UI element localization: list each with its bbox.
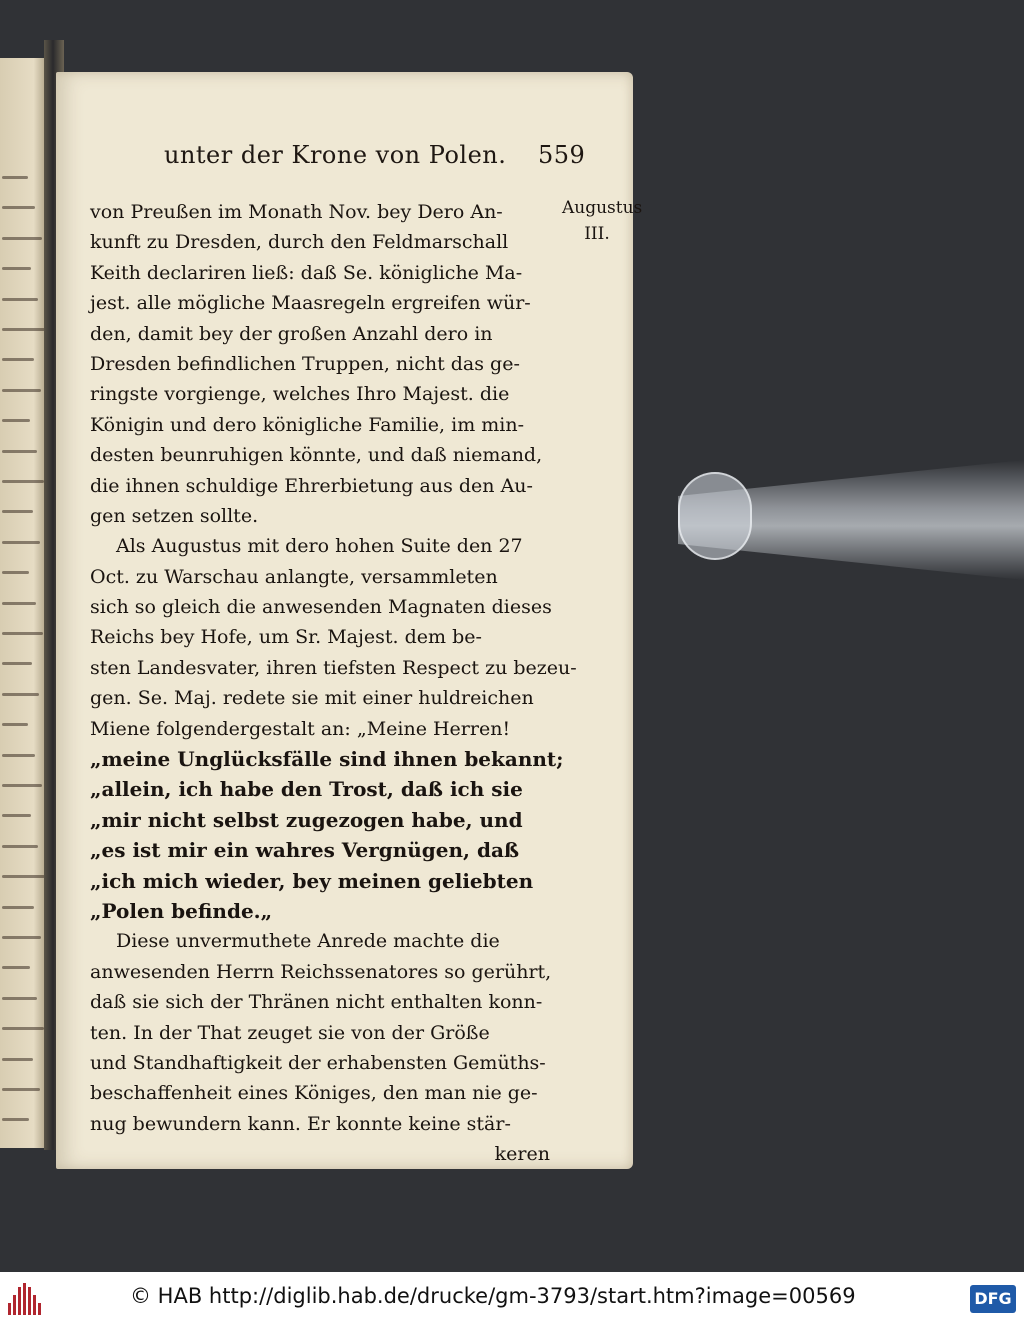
text-line-content: sten Landesvater, ihren tiefsten Respect zu bezeu- bbox=[90, 656, 577, 679]
text-line bbox=[90, 471, 550, 501]
text-line-content: Keith declariren ließ: daß Se. königliche Ma- bbox=[90, 261, 523, 284]
facing-page-text-fragment bbox=[2, 298, 38, 301]
text-line bbox=[90, 805, 550, 835]
facing-page-text-fragment bbox=[2, 237, 42, 240]
text-line-content: den, damit bey der großen Anzahl dero in bbox=[90, 322, 493, 345]
facing-page-text-fragment bbox=[2, 997, 37, 1000]
text-line-content: die ihnen schuldige Ehrerbietung aus den Au- bbox=[90, 474, 533, 497]
text-line bbox=[90, 957, 550, 987]
text-line bbox=[90, 288, 550, 318]
margin-note-line: III. bbox=[584, 224, 610, 244]
text-line bbox=[90, 1109, 550, 1139]
facing-page-edge bbox=[0, 58, 48, 1148]
text-line-content: Oct. zu Warschau anlangte, versammleten bbox=[90, 565, 498, 588]
text-line-content: gen. Se. Maj. redete sie mit einer huldreichen bbox=[90, 687, 534, 710]
page-number: 559 bbox=[538, 141, 586, 169]
facing-page-text-fragment bbox=[2, 1027, 44, 1030]
text-line bbox=[90, 197, 550, 227]
text-line-content: „ich mich wieder, bey meinen geliebten bbox=[90, 868, 534, 893]
text-line bbox=[90, 714, 550, 744]
text-line-content: keren bbox=[494, 1143, 550, 1166]
page-header bbox=[164, 135, 604, 175]
text-line bbox=[90, 379, 550, 409]
text-line-content: „meine Unglücksfälle sind ihnen bekannt; bbox=[90, 747, 564, 772]
text-line-content: „allein, ich habe den Trost, daß ich sie bbox=[90, 777, 523, 802]
text-line bbox=[90, 774, 550, 804]
facing-page-text-fragment bbox=[2, 1088, 40, 1091]
text-line bbox=[90, 653, 577, 683]
text-line-content: „mir nicht selbst zugezogen habe, und bbox=[90, 807, 523, 832]
facing-page-text-fragment bbox=[2, 723, 28, 726]
text-line-content: Miene folgendergestalt an: „Meine Herren! bbox=[90, 717, 511, 740]
text-line-content: Königin und dero königliche Familie, im min- bbox=[90, 413, 525, 436]
text-line bbox=[90, 592, 550, 622]
text-line bbox=[90, 501, 550, 531]
text-line-content: ringste vorgienge, welches Ihro Majest. die bbox=[90, 383, 510, 406]
facing-page-text-fragment bbox=[2, 966, 30, 969]
text-line bbox=[90, 1018, 550, 1048]
text-line-content: „es ist mir ein wahres Vergnügen, daß bbox=[90, 838, 520, 863]
facing-page-text-fragment bbox=[2, 693, 39, 696]
facing-page-text-fragment bbox=[2, 845, 38, 848]
text-line bbox=[90, 1048, 550, 1078]
text-line-content: desten beunruhigen könnte, und daß niemand, bbox=[90, 444, 543, 467]
text-line-content: Als Augustus mit dero hohen Suite den 27 bbox=[116, 535, 523, 558]
source-link[interactable]: © HAB http://diglib.hab.de/drucke/gm-3793/start.htm?image=00569 bbox=[130, 1284, 856, 1308]
text-line bbox=[90, 683, 550, 713]
book-page bbox=[56, 72, 643, 1169]
text-line-content: daß sie sich der Thränen nicht enthalten konn- bbox=[90, 991, 543, 1014]
text-line-content: jest. alle mögliche Maasregeln ergreifen wür- bbox=[90, 292, 531, 315]
text-line-content: beschaffenheit eines Königes, den man nie ge- bbox=[90, 1082, 538, 1105]
hab-logo-icon bbox=[8, 1283, 42, 1315]
text-line bbox=[90, 866, 550, 896]
text-line-content: von Preußen im Monath Nov. bey Dero An- bbox=[90, 201, 503, 223]
facing-page-text-fragment bbox=[2, 662, 32, 665]
facing-page-text-fragment bbox=[2, 875, 45, 878]
text-line bbox=[90, 896, 550, 926]
facing-page-text-fragment bbox=[2, 571, 29, 574]
facing-page-text-fragment bbox=[2, 602, 36, 605]
text-line bbox=[90, 622, 550, 652]
facing-page-text-fragment bbox=[2, 1118, 29, 1121]
text-line bbox=[90, 531, 550, 561]
text-line-content: Dresden befindlichen Truppen, nicht das ge- bbox=[90, 352, 520, 375]
running-head: unter der Krone von Polen. bbox=[164, 141, 507, 169]
margin-note-line: Augustus bbox=[562, 198, 643, 218]
facing-page-text-fragment bbox=[2, 206, 35, 209]
text-line bbox=[90, 440, 550, 470]
text-line-content: anwesenden Herrn Reichssenatores so gerührt, bbox=[90, 960, 552, 983]
text-line bbox=[90, 227, 550, 257]
dfg-logo-icon: DFG bbox=[970, 1285, 1016, 1313]
facing-page-text-fragment bbox=[2, 510, 33, 513]
facing-page-text-fragment bbox=[2, 936, 41, 939]
text-line bbox=[90, 987, 550, 1017]
clamp-glare-tip bbox=[678, 472, 752, 560]
facing-page-text-fragment bbox=[2, 784, 42, 787]
viewer-footer bbox=[0, 1272, 1024, 1326]
margin-note bbox=[562, 195, 643, 247]
text-line-content: „Polen befinde.„ bbox=[90, 898, 273, 923]
facing-page-text-fragment bbox=[2, 906, 34, 909]
facing-page-text-fragment bbox=[2, 1058, 33, 1061]
facing-page-text-fragment bbox=[2, 419, 30, 422]
text-line-content: Diese unvermuthete Anrede machte die bbox=[116, 930, 500, 953]
text-line bbox=[90, 319, 550, 349]
body-text bbox=[90, 197, 577, 1170]
facing-page-text-fragment bbox=[2, 632, 43, 635]
text-line-content: kunft zu Dresden, durch den Feldmarschall bbox=[90, 231, 509, 254]
text-line-content: und Standhaftigkeit der erhabensten Gemüths- bbox=[90, 1051, 546, 1074]
text-line bbox=[90, 349, 550, 379]
text-line bbox=[90, 926, 550, 956]
text-line bbox=[90, 1139, 550, 1169]
text-line bbox=[90, 835, 550, 865]
facing-page-text-fragment bbox=[2, 389, 41, 392]
facing-page-text-fragment bbox=[2, 176, 28, 179]
text-line bbox=[90, 258, 550, 288]
text-line-content: Reichs bey Hofe, um Sr. Majest. dem be- bbox=[90, 626, 482, 649]
text-line bbox=[90, 744, 564, 774]
facing-page-text-fragment bbox=[2, 814, 31, 817]
text-line-content: nug bewundern kann. Er konnte keine stär- bbox=[90, 1112, 511, 1135]
facing-page-text-fragment bbox=[2, 358, 34, 361]
facing-page-text-fragment bbox=[2, 754, 35, 757]
text-line bbox=[90, 562, 550, 592]
text-line-content: gen setzen sollte. bbox=[90, 504, 259, 527]
facing-page-text-fragment bbox=[2, 267, 31, 270]
text-line bbox=[90, 1078, 550, 1108]
text-line-content: sich so gleich die anwesenden Magnaten dieses bbox=[90, 596, 552, 619]
facing-page-text-fragment bbox=[2, 328, 45, 331]
facing-page-text-fragment bbox=[2, 480, 44, 483]
facing-page-text-fragment bbox=[2, 450, 37, 453]
facing-page-text-fragment bbox=[2, 541, 40, 544]
text-line-content: ten. In der That zeuget sie von der Größe bbox=[90, 1021, 490, 1044]
text-line bbox=[90, 410, 550, 440]
